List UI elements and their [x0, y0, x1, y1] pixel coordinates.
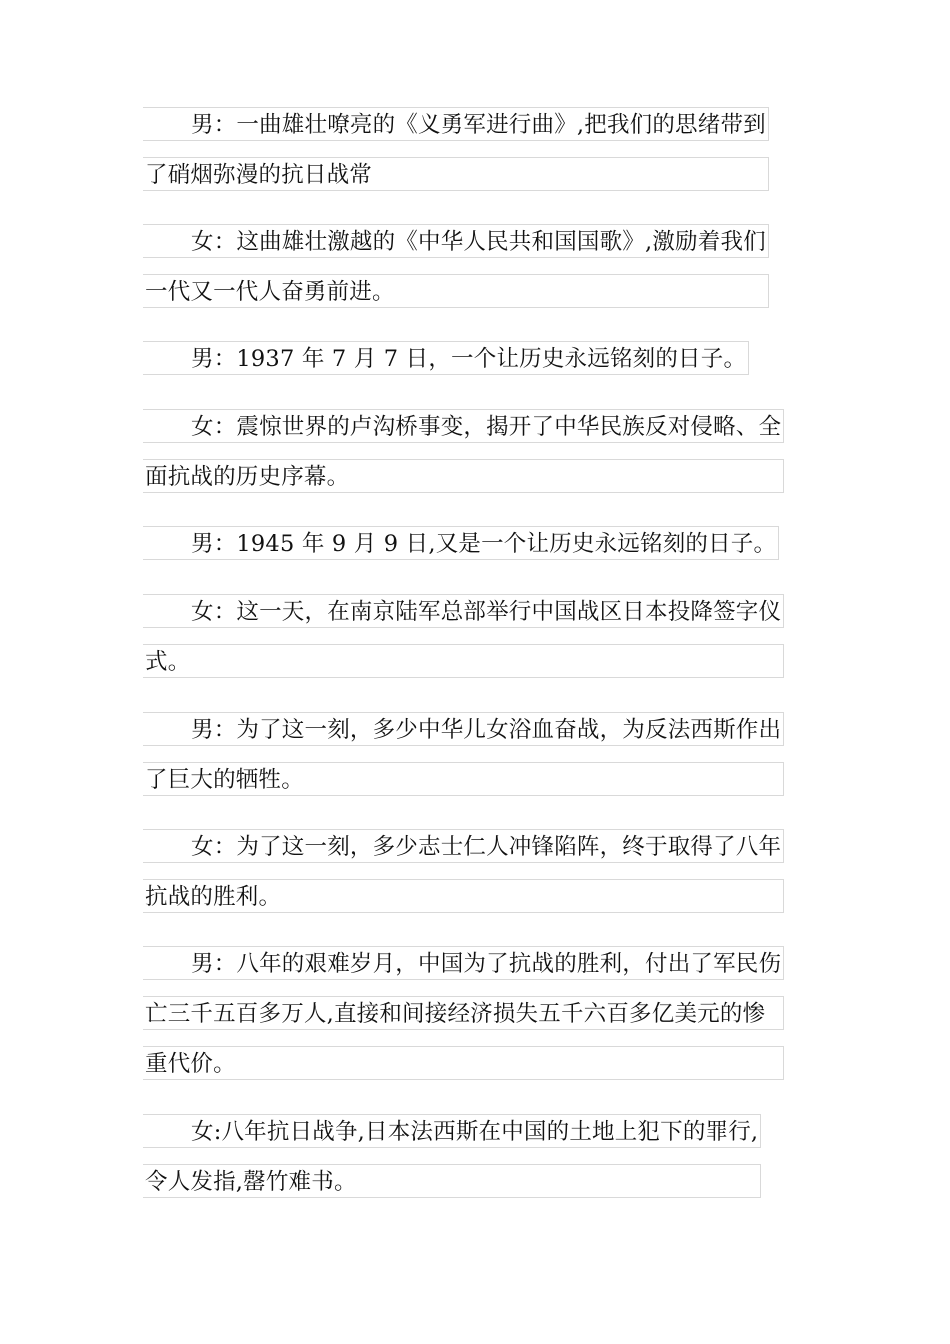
- paragraph-3: [143, 341, 749, 375]
- paragraph-2: [143, 224, 769, 308]
- paragraph-line: 令人发指,罄竹难书。: [143, 1164, 761, 1198]
- paragraph-7: [143, 712, 784, 796]
- paragraph-9: [143, 946, 784, 1080]
- paragraph-line: 重代价。: [143, 1046, 784, 1080]
- paragraph-line: 亡三千五百多万人,直接和间接经济损失五千六百多亿美元的惨: [143, 996, 784, 1030]
- paragraph-5: [143, 526, 779, 560]
- paragraph-6: [143, 594, 784, 678]
- paragraph-1: [143, 107, 769, 191]
- paragraph-line: 女:八年抗日战争,日本法西斯在中国的土地上犯下的罪行,: [143, 1114, 761, 1148]
- paragraph-line: 女：这一天，在南京陆军总部举行中国战区日本投降签字仪: [143, 594, 784, 628]
- paragraph-10: [143, 1114, 761, 1198]
- paragraph-8: [143, 829, 784, 913]
- paragraph-line: 男：1945 年 9 月 9 日,又是一个让历史永远铭刻的日子。: [143, 526, 779, 560]
- paragraph-line: 抗战的胜利。: [143, 879, 784, 913]
- paragraph-line: 男：为了这一刻，多少中华儿女浴血奋战，为反法西斯作出: [143, 712, 784, 746]
- paragraph-line: 了硝烟弥漫的抗日战常: [143, 157, 769, 191]
- paragraph-line: 男：八年的艰难岁月，中国为了抗战的胜利，付出了军民伤: [143, 946, 784, 980]
- paragraph-line: 了巨大的牺牲。: [143, 762, 784, 796]
- paragraph-line: 女：为了这一刻，多少志士仁人冲锋陷阵，终于取得了八年: [143, 829, 784, 863]
- paragraph-line: 一代又一代人奋勇前进。: [143, 274, 769, 308]
- paragraph-4: [143, 409, 784, 493]
- paragraph-line: 男：1937 年 7 月 7 日，一个让历史永远铭刻的日子。: [143, 341, 749, 375]
- paragraph-line: 式。: [143, 644, 784, 678]
- paragraph-line: 女：这曲雄壮激越的《中华人民共和国国歌》,激励着我们: [143, 224, 769, 258]
- paragraph-line: 女：震惊世界的卢沟桥事变，揭开了中华民族反对侵略、全: [143, 409, 784, 443]
- paragraph-line: 面抗战的历史序幕。: [143, 459, 784, 493]
- paragraph-line: 男：一曲雄壮嘹亮的《义勇军进行曲》,把我们的思绪带到: [143, 107, 769, 141]
